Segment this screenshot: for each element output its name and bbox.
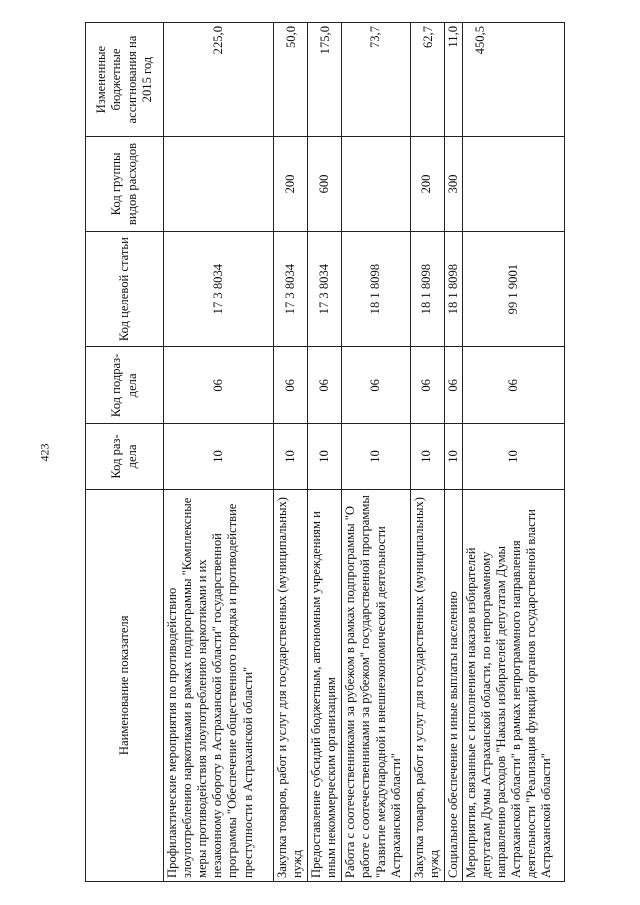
row-vid: [164, 137, 274, 232]
row-razdel: 10: [410, 424, 444, 489]
row-statya: 18 1 8098: [410, 231, 444, 347]
header-statya: Код целевой статьи: [86, 231, 164, 347]
row-name: Социальное обеспечение и иные выплаты населению: [444, 489, 462, 881]
row-razdel: 10: [342, 424, 410, 489]
header-name: Наименование показателя: [86, 489, 164, 881]
row-podrazdel: 06: [462, 347, 564, 424]
table-row: [410, 23, 444, 882]
row-sum: 50,0: [274, 23, 308, 137]
row-name: Закупка товаров, работ и услуг для государственных (муниципальных) нужд: [410, 489, 444, 881]
row-sum: 11,0: [444, 23, 462, 137]
row-name: Профилактические мероприятия по противодействию злоупотреблению наркотиками в рамках подпрограммы "Комплексные меры противодействия злоупотреблению наркотиками и их незаконному обороту в Астраханской области" государственной программы "Обеспечение общественного порядка и противодействие преступности в Астраханской области": [164, 489, 274, 881]
header-razdel: Код раз-дела: [86, 424, 164, 489]
row-name: Мероприятия, связанные с исполнением наказов избирателей депутатам Думы Астраханской области, по непрограммному направлению расходов "Наказы избирателей депутатам Думы Астраханской области" в рамках непрограммного направления деятельности "Реализация функций органов государственной власти Астраханской области": [462, 489, 564, 881]
row-sum: 450,5: [462, 23, 564, 137]
header-vid: Код группы видов расходов: [86, 137, 164, 232]
row-sum: 225,0: [164, 23, 274, 137]
row-sum: 175,0: [308, 23, 342, 137]
table-row: [462, 23, 564, 882]
row-razdel: 10: [462, 424, 564, 489]
row-name: Закупка товаров, работ и услуг для государственных (муниципальных) нужд: [274, 489, 308, 881]
header-row: [86, 23, 164, 882]
row-podrazdel: 06: [342, 347, 410, 424]
table-row: [274, 23, 308, 882]
row-sum: 62,7: [410, 23, 444, 137]
row-podrazdel: 06: [444, 347, 462, 424]
row-statya: 18 1 8098: [342, 231, 410, 347]
row-podrazdel: 06: [274, 347, 308, 424]
table-row: [444, 23, 462, 882]
budget-table: [85, 22, 565, 882]
row-vid: [462, 137, 564, 232]
row-podrazdel: 06: [410, 347, 444, 424]
row-statya: 17 3 8034: [274, 231, 308, 347]
row-vid: 200: [410, 137, 444, 232]
row-statya: 17 3 8034: [308, 231, 342, 347]
row-statya: 17 3 8034: [164, 231, 274, 347]
row-vid: 200: [274, 137, 308, 232]
row-razdel: 10: [164, 424, 274, 489]
table-row: [342, 23, 410, 882]
header-podrazdel: Код подраз-дела: [86, 347, 164, 424]
row-sum: 73,7: [342, 23, 410, 137]
row-razdel: 10: [308, 424, 342, 489]
row-name: Предоставление субсидий бюджетным, автономным учреждениям и иным некоммерческим организациям: [308, 489, 342, 881]
table-row: [308, 23, 342, 882]
row-razdel: 10: [274, 424, 308, 489]
table-row: [164, 23, 274, 882]
row-razdel: 10: [444, 424, 462, 489]
row-name: Работа с соотечественниками за рубежом в рамках подпрограммы "О работе с соотечественниками за рубежом" государственной программы "Развитие международной и внешнеэкономической деятельности Астраханской области": [342, 489, 410, 881]
row-vid: [342, 137, 410, 232]
header-sum: Измененные бюджетные ассигнования на 2015 год: [86, 23, 164, 137]
row-statya: 18 1 8098: [444, 231, 462, 347]
row-podrazdel: 06: [164, 347, 274, 424]
row-podrazdel: 06: [308, 347, 342, 424]
rotated-table-container: [85, 22, 565, 882]
row-statya: 99 1 9001: [462, 231, 564, 347]
row-vid: 300: [444, 137, 462, 232]
row-vid: 600: [308, 137, 342, 232]
page-number: 423: [37, 443, 52, 462]
